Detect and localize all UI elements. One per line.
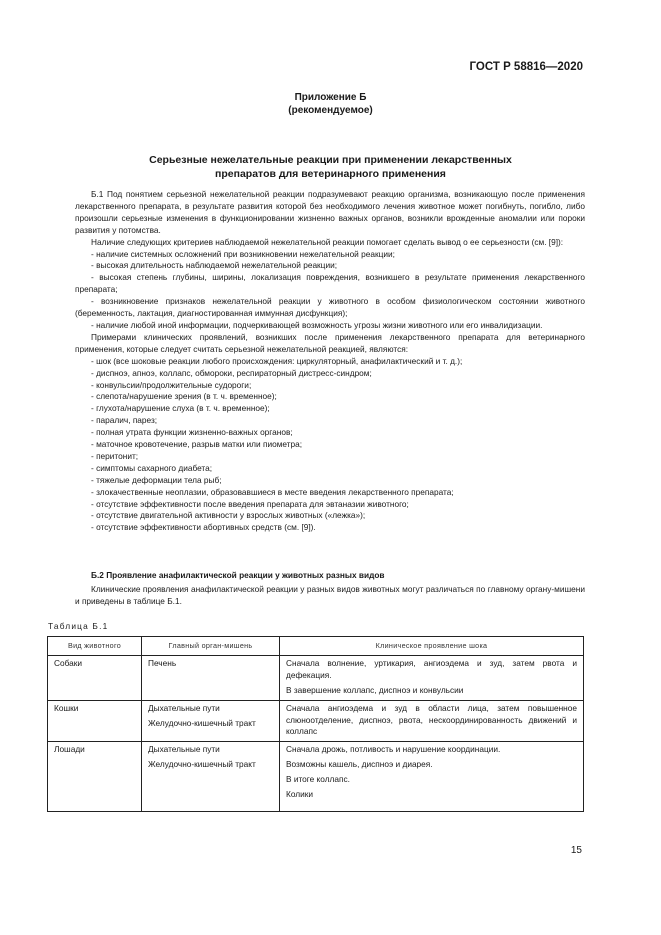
standard-number: ГОСТ Р 58816—2020 — [469, 61, 583, 73]
organ-text: Желудочно-кишечный тракт — [148, 759, 256, 770]
column-header: Главный орган-мишень — [142, 637, 280, 656]
example-item: - злокачественные неоплазии, образовавшиеся в месте введения лекарственного препарата; — [91, 486, 454, 497]
animal-cell: Собаки — [48, 655, 142, 700]
example-item: - паралич, парез; — [91, 415, 158, 426]
anaphylaxis-table — [47, 636, 584, 812]
example-item: - отсутствие эффективности абортивных средств (см. [9]). — [91, 522, 316, 533]
table-caption: Таблица Б.1 — [48, 621, 109, 631]
appendix-heading — [0, 91, 661, 117]
example-item: - симптомы сахарного диабета; — [91, 462, 213, 473]
signs-cell — [280, 742, 584, 812]
animal-cell: Лошади — [48, 742, 142, 812]
section-b2-heading: Б.2 Проявление анафилактической реакции у животных разных видов — [91, 570, 385, 580]
example-item: - конвульсии/продолжительные судороги; — [91, 379, 252, 390]
table-row — [48, 655, 584, 700]
example-item: - маточное кровотечение, разрыв матки или пиометра; — [91, 439, 303, 450]
organ-cell — [142, 700, 280, 742]
organ-cell — [142, 655, 280, 700]
signs-cell — [280, 655, 584, 700]
page-number: 15 — [570, 845, 582, 856]
paragraph-b1: Б.1 Под понятием серьезной нежелательной реакции подразумевают реакцию организма, возникающую после применения лекарственного препарата, в результате развития которой без необходимого лечения животное может погибнуть, погибло, либо произошли серьезные изменения в функционировании жизненно важных органов, возникли врожденные аномалии или пороки развития у потомства. — [75, 189, 585, 235]
sign-text: Возможны кашель, диспноэ и диарея. — [286, 759, 433, 770]
sign-text: Сначала дрожь, потливость и нарушение координации. — [286, 744, 501, 755]
signs-cell — [280, 700, 584, 742]
organ-text: Желудочно-кишечный тракт — [148, 717, 256, 728]
animal-cell: Кошки — [48, 700, 142, 742]
organ-text: Печень — [148, 657, 177, 668]
table-header-row — [48, 637, 584, 656]
example-item: - полная утрата функции жизненно-важных органов; — [91, 427, 293, 438]
example-item: - слепота/нарушение зрения (в т. ч. временное); — [91, 391, 277, 402]
section-title — [0, 154, 661, 181]
table-row — [48, 742, 584, 812]
example-item: - шок (все шоковые реакции любого происхождения: циркуляторный, анафилактический и т. д.); — [91, 355, 463, 366]
section-title-line-1: Серьезные нежелательные реакции при применении лекарственных — [149, 154, 512, 166]
example-item: - глухота/нарушение слуха (в т. ч. временное); — [91, 403, 270, 414]
appendix-status: (рекомендуемое) — [288, 105, 373, 116]
example-item: - перитонит; — [91, 450, 139, 461]
paragraph-examples-intro: Примерами клинических проявлений, возникших после применения лекарственного препарата для ветеринарного применения, которые следует считать серьезной нежелательной реакцией, являются: — [75, 331, 585, 354]
organ-text: Дыхательные пути — [148, 744, 220, 755]
paragraph-b2: Клинические проявления анафилактической реакции у разных видов животных могут различаться по главному органу-мишени и приведены в таблице Б.1. — [75, 583, 585, 606]
sign-text: Сначала волнение, уртикария, ангиоэдема и зуд, затем рвота и дефекация. — [286, 657, 577, 680]
sign-text: В завершение коллапс, диспноэ и конвульсии — [286, 684, 464, 695]
section-title-line-2: препаратов для ветеринарного применения — [215, 167, 446, 180]
criteria-item: - высокая степень глубины, ширины, локализация повреждения, возникшего в результате применения лекарственного препарата; — [75, 272, 585, 295]
criteria-item: - наличие системных осложнений при возникновении нежелательной реакции; — [91, 248, 395, 259]
appendix-title: Приложение Б — [294, 92, 367, 103]
example-item: - отсутствие эффективности после введения препарата для эвтаназии животного; — [91, 498, 409, 509]
section-b2 — [75, 570, 585, 608]
example-item: - тяжелые деформации тела рыб; — [91, 474, 222, 485]
example-item: - отсутствие двигательной активности у взрослых животных («лежка»); — [91, 510, 366, 521]
criteria-item: - возникновение признаков нежелательной реакции у животного в особом физиологическом состоянии животного (беременность, лактация, диагностированная иммунная дисфункция); — [75, 296, 585, 319]
criteria-item: - наличие любой иной информации, подчеркивающей возможность угрозы жизни животного или его инвалидизации. — [91, 319, 543, 330]
criteria-item: - высокая длительность наблюдаемой нежелательной реакции; — [91, 260, 338, 271]
sign-text: Сначала ангиоэдема и зуд в области лица, затем повышенное слюноотделение, диспноэ, рвота, нескоординированность движений и коллапс — [286, 702, 577, 737]
column-header: Клиническое проявление шока — [280, 637, 584, 656]
organ-cell — [142, 742, 280, 812]
table-row — [48, 700, 584, 742]
organ-text: Дыхательные пути — [148, 702, 220, 713]
example-item: - диспноэ, апноэ, коллапс, обмороки, респираторный дистресс-синдром; — [91, 367, 372, 378]
column-header: Вид животного — [48, 637, 142, 656]
sign-text: В итоге коллапс. — [286, 774, 350, 785]
paragraph-criteria-intro: Наличие следующих критериев наблюдаемой нежелательной реакции помогает сделать вывод о ее серьезности (см. [9]): — [91, 236, 564, 247]
body-text — [75, 189, 585, 534]
sign-text: Колики — [286, 789, 314, 800]
